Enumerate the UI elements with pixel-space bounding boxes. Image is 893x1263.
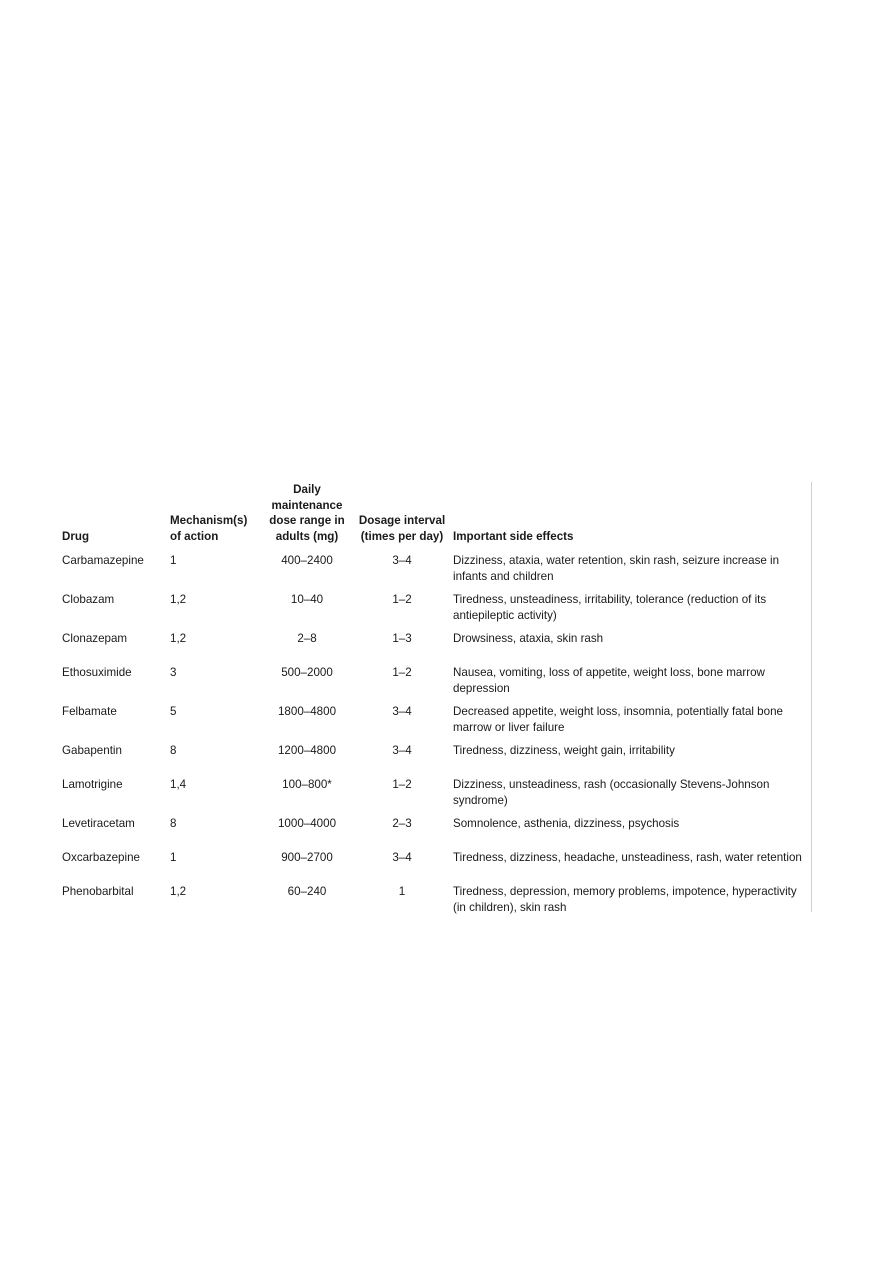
cell-drug: Gabapentin <box>62 744 122 757</box>
table-row <box>62 661 807 700</box>
header-drug: Drug <box>62 529 90 543</box>
cell-mechanism: 1 <box>170 554 177 567</box>
cell-side-effects: Dizziness, unsteadiness, rash (occasionally Stevens-Johnson syndrome) <box>453 778 770 807</box>
cell-mechanism: 8 <box>170 817 177 830</box>
table-row <box>62 549 807 588</box>
table-row <box>62 812 807 846</box>
cell-dose: 2–8 <box>297 632 317 645</box>
drug-table-container <box>62 482 812 912</box>
cell-side-effects: Drowsiness, ataxia, skin rash <box>453 632 604 645</box>
cell-mechanism: 1,4 <box>170 778 187 791</box>
cell-interval: 3–4 <box>392 851 412 864</box>
cell-side-effects: Decreased appetite, weight loss, insomnia, potentially fatal bone marrow or liver failure <box>453 705 783 734</box>
header-mechanism: Mechanism(s) of action <box>170 514 248 543</box>
cell-side-effects: Tiredness, unsteadiness, irritability, tolerance (reduction of its antiepileptic activity) <box>453 593 767 622</box>
cell-side-effects: Nausea, vomiting, loss of appetite, weight loss, bone marrow depression <box>453 666 765 695</box>
header-side-effects: Important side effects <box>453 529 574 543</box>
cell-dose: 100–800* <box>282 778 332 791</box>
cell-dose: 900–2700 <box>281 851 333 864</box>
antiepileptic-drug-table <box>62 482 807 919</box>
cell-interval: 1 <box>398 885 406 898</box>
table-row <box>62 739 807 773</box>
cell-interval: 1–3 <box>392 632 412 645</box>
cell-drug: Oxcarbazepine <box>62 851 140 864</box>
cell-drug: Lamotrigine <box>62 778 123 791</box>
cell-side-effects: Tiredness, dizziness, weight gain, irritability <box>453 744 675 757</box>
cell-dose: 1800–4800 <box>277 705 337 718</box>
cell-mechanism: 1,2 <box>170 885 187 898</box>
table-row <box>62 627 807 661</box>
cell-drug: Carbamazepine <box>62 554 144 567</box>
table-header-row <box>62 482 807 549</box>
cell-mechanism: 5 <box>170 705 177 718</box>
cell-side-effects: Tiredness, depression, memory problems, impotence, hyperactivity (in children), skin rash <box>453 885 797 914</box>
cell-side-effects: Tiredness, dizziness, headache, unsteadiness, rash, water retention <box>453 851 802 864</box>
cell-dose: 500–2000 <box>281 666 333 679</box>
table-row <box>62 588 807 627</box>
header-dose: Daily maintenance dose range in adults (mg) <box>269 483 345 543</box>
cell-mechanism: 8 <box>170 744 177 757</box>
cell-interval: 3–4 <box>392 554 412 567</box>
cell-drug: Ethosuximide <box>62 666 132 679</box>
cell-interval: 1–2 <box>392 666 412 679</box>
cell-interval: 1–2 <box>392 593 412 606</box>
cell-dose: 10–40 <box>290 593 324 606</box>
header-interval: Dosage interval (times per day) <box>358 514 446 543</box>
cell-drug: Levetiracetam <box>62 817 135 830</box>
cell-drug: Clobazam <box>62 593 115 606</box>
cell-interval: 1–2 <box>392 778 412 791</box>
cell-interval: 3–4 <box>392 705 412 718</box>
cell-mechanism: 1 <box>170 851 177 864</box>
table-row <box>62 846 807 880</box>
cell-side-effects: Dizziness, ataxia, water retention, skin rash, seizure increase in infants and children <box>453 554 780 583</box>
cell-interval: 3–4 <box>392 744 412 757</box>
cell-mechanism: 1,2 <box>170 632 187 645</box>
cell-dose: 1200–4800 <box>277 744 337 757</box>
table-row <box>62 700 807 739</box>
cell-dose: 1000–4000 <box>277 817 337 830</box>
table-row <box>62 880 807 919</box>
cell-drug: Clonazepam <box>62 632 128 645</box>
cell-side-effects: Somnolence, asthenia, dizziness, psychosis <box>453 817 680 830</box>
cell-dose: 60–240 <box>287 885 327 898</box>
cell-drug: Felbamate <box>62 705 117 718</box>
cell-mechanism: 1,2 <box>170 593 187 606</box>
cell-drug: Phenobarbital <box>62 885 134 898</box>
cell-dose: 400–2400 <box>281 554 333 567</box>
cell-mechanism: 3 <box>170 666 177 679</box>
table-row <box>62 773 807 812</box>
cell-interval: 2–3 <box>392 817 412 830</box>
